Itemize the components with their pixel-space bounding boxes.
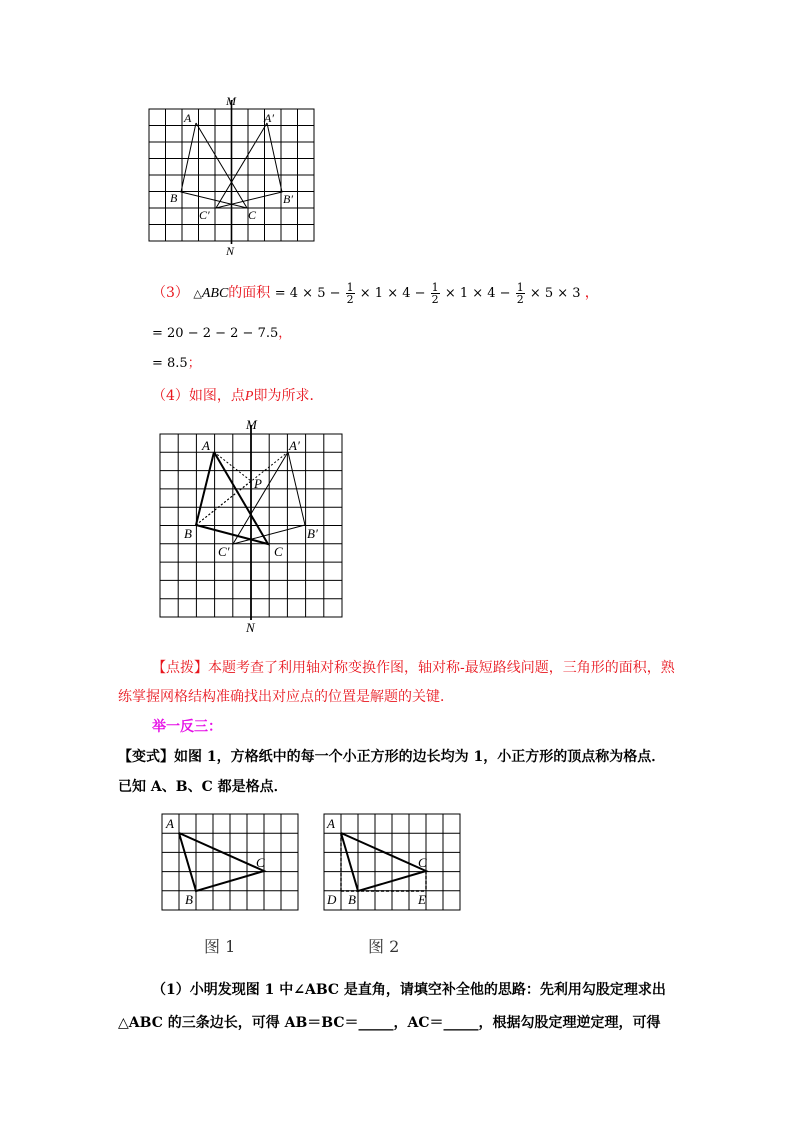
label-M: M <box>226 94 236 108</box>
label-E: E <box>418 892 426 907</box>
label-A: A <box>202 438 210 453</box>
dashed-auxiliary-lines <box>341 833 426 891</box>
label-B-prime: B′ <box>307 526 318 541</box>
label-D: D <box>327 892 337 907</box>
label-C: C <box>274 544 283 559</box>
label-B: B <box>348 892 356 907</box>
label-A-prime: A′ <box>289 438 300 453</box>
label-C-prime: C′ <box>218 544 230 559</box>
label-B: B <box>185 892 193 907</box>
label-C: C <box>256 855 265 870</box>
step3-line2: = 20 − 2 − 2 − 7.5， <box>152 326 292 341</box>
variant-line-2: 已知 A、B、C 都是格点． <box>118 779 288 795</box>
label-B-prime: B′ <box>283 192 293 206</box>
step3-line3: = 8.5； <box>152 356 201 371</box>
figure-1-grid <box>158 808 308 913</box>
caption-figure-1: 图 1 <box>204 937 236 956</box>
triangle-ABC <box>179 833 264 891</box>
label-N: N <box>226 244 235 257</box>
section-title: 举一反三： <box>152 719 222 735</box>
label-P: P <box>254 476 262 491</box>
label-C: C <box>248 208 257 222</box>
label-A: A <box>184 111 192 125</box>
step4-line: （4）如图，点P即为所求． <box>152 388 324 404</box>
label-M: M <box>246 417 257 432</box>
question-line-1: （1）小明发现图 1 中∠ABC 是直角，请填空补全他的思路：先利用勾股定理求出 <box>152 982 666 998</box>
grid-lines <box>162 814 298 910</box>
triangle-ABC <box>341 833 426 891</box>
hint-line-1: 【点拨】本题考查了利用轴对称变换作图，轴对称-最短路线问题，三角形的面积，熟 <box>152 660 675 676</box>
label-A: A <box>327 816 335 831</box>
step3-line1: （3） △ABC的面积 = 4 × 5 − $\frac{1}{2}$ × 1 × 4 − $\frac{1}{2}$ × 1 × 4 − $\frac{1}{2}$ × 5 × 3 ， <box>152 281 599 306</box>
label-A-prime: A′ <box>264 111 274 125</box>
question-line-2: △ABC 的三条边长，可得 AB＝BC＝_____，AC＝_____，根据勾股定理逆定理，可得 <box>118 1015 661 1031</box>
figure-reflection-grid-2 <box>150 415 360 637</box>
figure-reflection-grid-1 <box>140 92 330 257</box>
variant-line-1: 【变式】如图 1，方格纸中的每一个小正方形的边长均为 1，小正方形的顶点称为格点． <box>118 749 666 765</box>
label-A: A <box>166 816 174 831</box>
label-C: C <box>418 855 427 870</box>
figure-2-grid <box>320 808 470 913</box>
label-B: B <box>184 526 192 541</box>
triangle-ABC <box>196 452 268 544</box>
label-B: B <box>170 191 178 205</box>
caption-figure-2: 图 2 <box>368 937 400 956</box>
label-C-prime: C′ <box>199 208 210 222</box>
grid-lines <box>324 814 460 910</box>
hint-line-2: 练掌握网格结构准确找出对应点的位置是解题的关键． <box>118 689 454 705</box>
label-N: N <box>246 620 255 635</box>
